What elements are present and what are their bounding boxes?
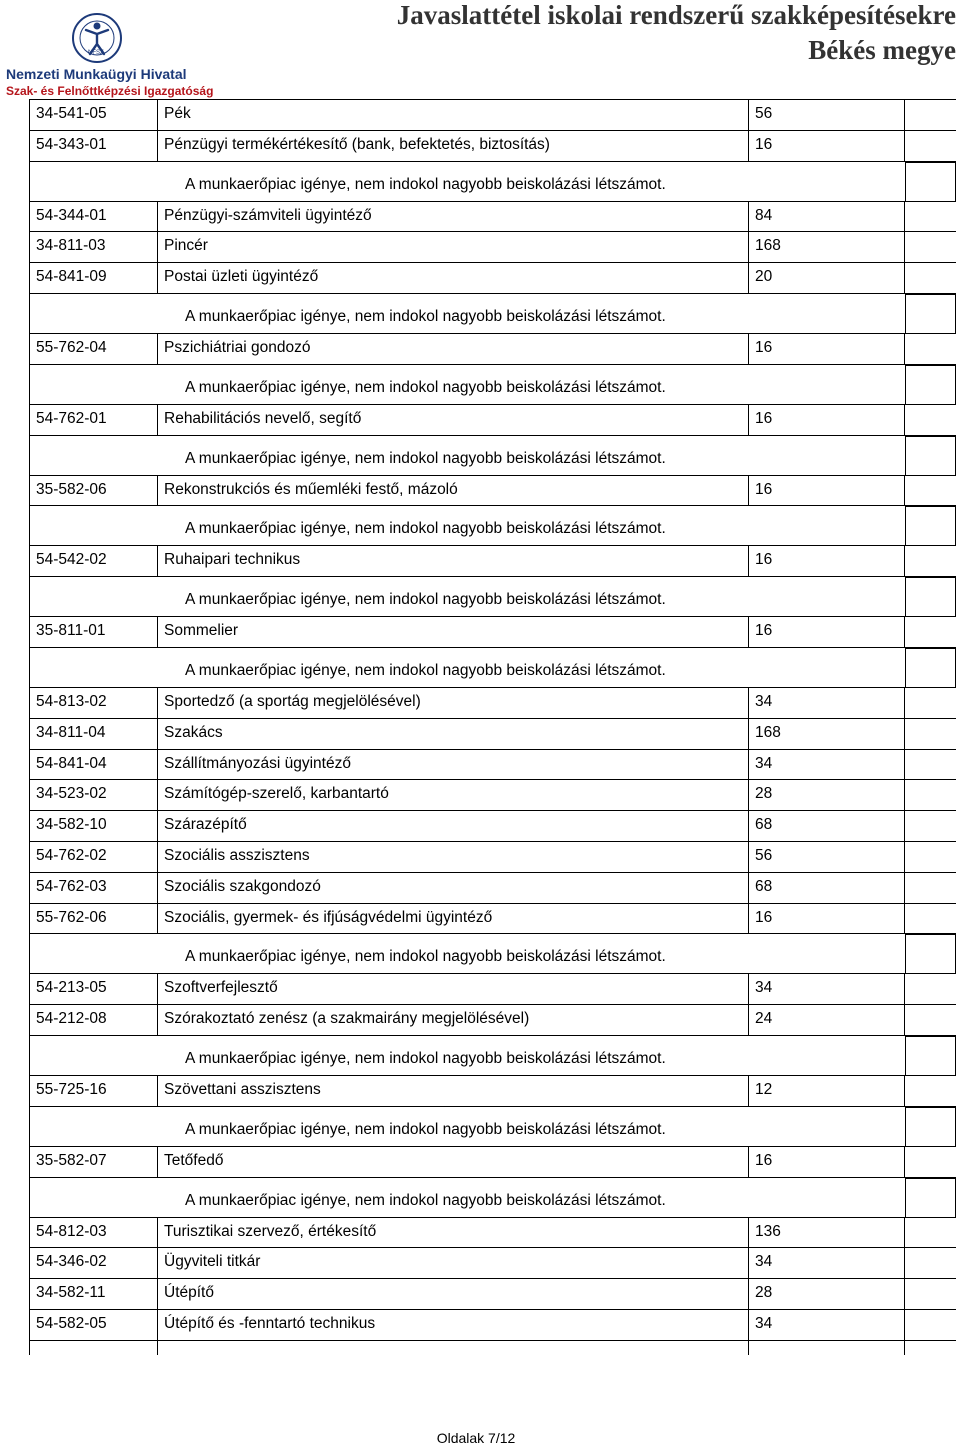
table-row xyxy=(29,811,956,842)
table-note-row xyxy=(29,934,956,974)
table-row xyxy=(29,750,956,781)
table-note-row xyxy=(29,1178,956,1218)
qualification-name: Rekonstrukciós és műemléki festő, mázoló xyxy=(157,476,748,506)
qualification-name: Postai üzleti ügyintéző xyxy=(157,263,748,293)
headcount-value: 16 xyxy=(748,904,905,934)
qualification-code: 55-762-06 xyxy=(29,904,157,934)
table-note-row xyxy=(29,162,956,202)
logo-mark-text: NFSZ xyxy=(88,50,104,56)
qualification-code: 34-811-04 xyxy=(29,719,157,749)
headcount-value: 56 xyxy=(748,100,905,130)
table-row xyxy=(29,1279,956,1310)
qualification-name: Útépítő és -fenntartó technikus xyxy=(157,1310,748,1340)
note-side-cell xyxy=(905,1178,956,1217)
qualification-code: 54-542-02 xyxy=(29,546,157,576)
table-trailing-row xyxy=(29,1341,956,1355)
qualification-name: Turisztikai szervező, értékesítő xyxy=(157,1218,748,1248)
table-note-row xyxy=(29,506,956,546)
qualification-code: 34-523-02 xyxy=(29,780,157,810)
qualification-name: Sommelier xyxy=(157,617,748,647)
logo-organization-subtitle: Szak- és Felnőttképzési Igazgatóság xyxy=(6,84,214,98)
qualification-name: Ruhaipari technikus xyxy=(157,546,748,576)
qualification-name: Pénzügyi termékértékesítő (bank, befektetés, biztosítás) xyxy=(157,131,748,161)
qualification-name: Szórakoztató zenész (a szakmairány megjelölésével) xyxy=(157,1005,748,1035)
demand-note: A munkaerőpiac igénye, nem indokol nagyobb beiskolázási létszámot. xyxy=(185,1120,666,1138)
table-row xyxy=(29,1005,956,1036)
headcount-value: 34 xyxy=(748,974,905,1004)
table-row xyxy=(29,546,956,577)
empty-cell xyxy=(29,1341,157,1355)
qualification-code: 55-725-16 xyxy=(29,1076,157,1106)
qualification-name: Szárazépítő xyxy=(157,811,748,841)
note-side-cell xyxy=(905,648,956,687)
qualification-name: Számítógép-szerelő, karbantartó xyxy=(157,780,748,810)
qualification-name: Szociális szakgondozó xyxy=(157,873,748,903)
qualification-name: Pincér xyxy=(157,232,748,262)
qualification-code: 54-346-02 xyxy=(29,1248,157,1278)
demand-note: A munkaerőpiac igénye, nem indokol nagyobb beiskolázási létszámot. xyxy=(185,520,666,538)
table-row xyxy=(29,1147,956,1178)
table-row xyxy=(29,842,956,873)
qualification-code: 34-582-11 xyxy=(29,1279,157,1309)
demand-note: A munkaerőpiac igénye, nem indokol nagyobb beiskolázási létszámot. xyxy=(185,1049,666,1067)
table-row xyxy=(29,334,956,365)
qualification-code: 54-841-09 xyxy=(29,263,157,293)
demand-note: A munkaerőpiac igénye, nem indokol nagyobb beiskolázási létszámot. xyxy=(185,449,666,467)
table-row xyxy=(29,617,956,648)
headcount-value: 20 xyxy=(748,263,905,293)
qualification-code: 54-344-01 xyxy=(29,202,157,232)
qualification-code: 54-812-03 xyxy=(29,1218,157,1248)
note-side-cell xyxy=(905,436,956,475)
table-note-row xyxy=(29,648,956,688)
table-row xyxy=(29,974,956,1005)
qualification-name: Pék xyxy=(157,100,748,130)
headcount-value: 24 xyxy=(748,1005,905,1035)
qualification-code: 35-582-07 xyxy=(29,1147,157,1177)
demand-note: A munkaerőpiac igénye, nem indokol nagyobb beiskolázási létszámot. xyxy=(185,378,666,396)
empty-cell xyxy=(157,1341,748,1355)
note-side-cell xyxy=(905,294,956,333)
table-row xyxy=(29,1310,956,1341)
headcount-value: 168 xyxy=(748,232,905,262)
qualification-name: Tetőfedő xyxy=(157,1147,748,1177)
table-row xyxy=(29,476,956,507)
table-row xyxy=(29,688,956,719)
headcount-value: 34 xyxy=(748,750,905,780)
qualification-name: Szövettani asszisztens xyxy=(157,1076,748,1106)
qualification-code: 54-582-05 xyxy=(29,1310,157,1340)
qualification-code: 34-541-05 xyxy=(29,100,157,130)
headcount-value: 12 xyxy=(748,1076,905,1106)
table-row xyxy=(29,719,956,750)
headcount-value: 56 xyxy=(748,842,905,872)
qualification-code: 54-762-01 xyxy=(29,405,157,435)
note-side-cell xyxy=(905,1107,956,1146)
qualification-table xyxy=(29,99,956,1355)
headcount-value: 68 xyxy=(748,811,905,841)
demand-note: A munkaerőpiac igénye, nem indokol nagyobb beiskolázási létszámot. xyxy=(185,1191,666,1209)
logo-organization-name: Nemzeti Munkaügyi Hivatal xyxy=(6,66,187,82)
table-row xyxy=(29,1218,956,1249)
demand-note: A munkaerőpiac igénye, nem indokol nagyobb beiskolázási létszámot. xyxy=(185,948,666,966)
headcount-value: 16 xyxy=(748,546,905,576)
table-note-row xyxy=(29,1107,956,1147)
demand-note: A munkaerőpiac igénye, nem indokol nagyobb beiskolázási létszámot. xyxy=(185,175,666,193)
qualification-code: 54-213-05 xyxy=(29,974,157,1004)
table-row xyxy=(29,1248,956,1279)
table-row xyxy=(29,780,956,811)
headcount-value: 16 xyxy=(748,1147,905,1177)
table-note-row xyxy=(29,365,956,405)
note-side-cell xyxy=(905,1036,956,1075)
note-side-cell xyxy=(905,506,956,545)
page-title: Javaslattétel iskolai rendszerű szakképesítésekre xyxy=(396,0,956,30)
qualification-name: Pszichiátriai gondozó xyxy=(157,334,748,364)
headcount-value: 168 xyxy=(748,719,905,749)
qualification-name: Szállítmányozási ügyintéző xyxy=(157,750,748,780)
nfsz-emblem-icon xyxy=(64,12,130,66)
qualification-name: Sportedző (a sportág megjelölésével) xyxy=(157,688,748,718)
table-row xyxy=(29,202,956,233)
qualification-code: 54-841-04 xyxy=(29,750,157,780)
qualification-code: 54-762-03 xyxy=(29,873,157,903)
qualification-code: 34-811-03 xyxy=(29,232,157,262)
qualification-name: Útépítő xyxy=(157,1279,748,1309)
qualification-name: Rehabilitációs nevelő, segítő xyxy=(157,405,748,435)
headcount-value: 68 xyxy=(748,873,905,903)
demand-note: A munkaerőpiac igénye, nem indokol nagyobb beiskolázási létszámot. xyxy=(185,307,666,325)
qualification-code: 35-811-01 xyxy=(29,617,157,647)
headcount-value: 16 xyxy=(748,476,905,506)
table-note-row xyxy=(29,436,956,476)
headcount-value: 84 xyxy=(748,202,905,232)
qualification-code: 55-762-04 xyxy=(29,334,157,364)
qualification-code: 54-813-02 xyxy=(29,688,157,718)
table-row xyxy=(29,263,956,294)
note-side-cell xyxy=(905,162,956,201)
headcount-value: 136 xyxy=(748,1218,905,1248)
note-side-cell xyxy=(905,934,956,973)
qualification-name: Szakács xyxy=(157,719,748,749)
table-row xyxy=(29,100,956,131)
empty-cell xyxy=(748,1341,905,1355)
headcount-value: 34 xyxy=(748,688,905,718)
qualification-name: Pénzügyi-számviteli ügyintéző xyxy=(157,202,748,232)
table-row xyxy=(29,405,956,436)
headcount-value: 16 xyxy=(748,617,905,647)
headcount-value: 34 xyxy=(748,1310,905,1340)
table-row xyxy=(29,904,956,935)
qualification-code: 54-212-08 xyxy=(29,1005,157,1035)
qualification-name: Szociális, gyermek- és ifjúságvédelmi ügyintéző xyxy=(157,904,748,934)
table-note-row xyxy=(29,577,956,617)
headcount-value: 28 xyxy=(748,780,905,810)
headcount-value: 34 xyxy=(748,1248,905,1278)
page-number: Oldalak 7/12 xyxy=(436,1430,516,1446)
table-row xyxy=(29,873,956,904)
qualification-code: 34-582-10 xyxy=(29,811,157,841)
table-note-row xyxy=(29,1036,956,1076)
table-row xyxy=(29,232,956,263)
page-subtitle: Békés megye xyxy=(808,35,956,65)
headcount-value: 16 xyxy=(748,334,905,364)
table-row xyxy=(29,1076,956,1107)
table-row xyxy=(29,131,956,162)
qualification-code: 54-343-01 xyxy=(29,131,157,161)
headcount-value: 16 xyxy=(748,131,905,161)
qualification-name: Szociális asszisztens xyxy=(157,842,748,872)
nfsz-logo xyxy=(4,4,214,100)
headcount-value: 16 xyxy=(748,405,905,435)
qualification-name: Ügyviteli titkár xyxy=(157,1248,748,1278)
note-side-cell xyxy=(905,577,956,616)
table-note-row xyxy=(29,294,956,334)
headcount-value: 28 xyxy=(748,1279,905,1309)
qualification-code: 54-762-02 xyxy=(29,842,157,872)
qualification-name: Szoftverfejlesztő xyxy=(157,974,748,1004)
demand-note: A munkaerőpiac igénye, nem indokol nagyobb beiskolázási létszámot. xyxy=(185,661,666,679)
demand-note: A munkaerőpiac igénye, nem indokol nagyobb beiskolázási létszámot. xyxy=(185,591,666,609)
qualification-code: 35-582-06 xyxy=(29,476,157,506)
note-side-cell xyxy=(905,365,956,404)
